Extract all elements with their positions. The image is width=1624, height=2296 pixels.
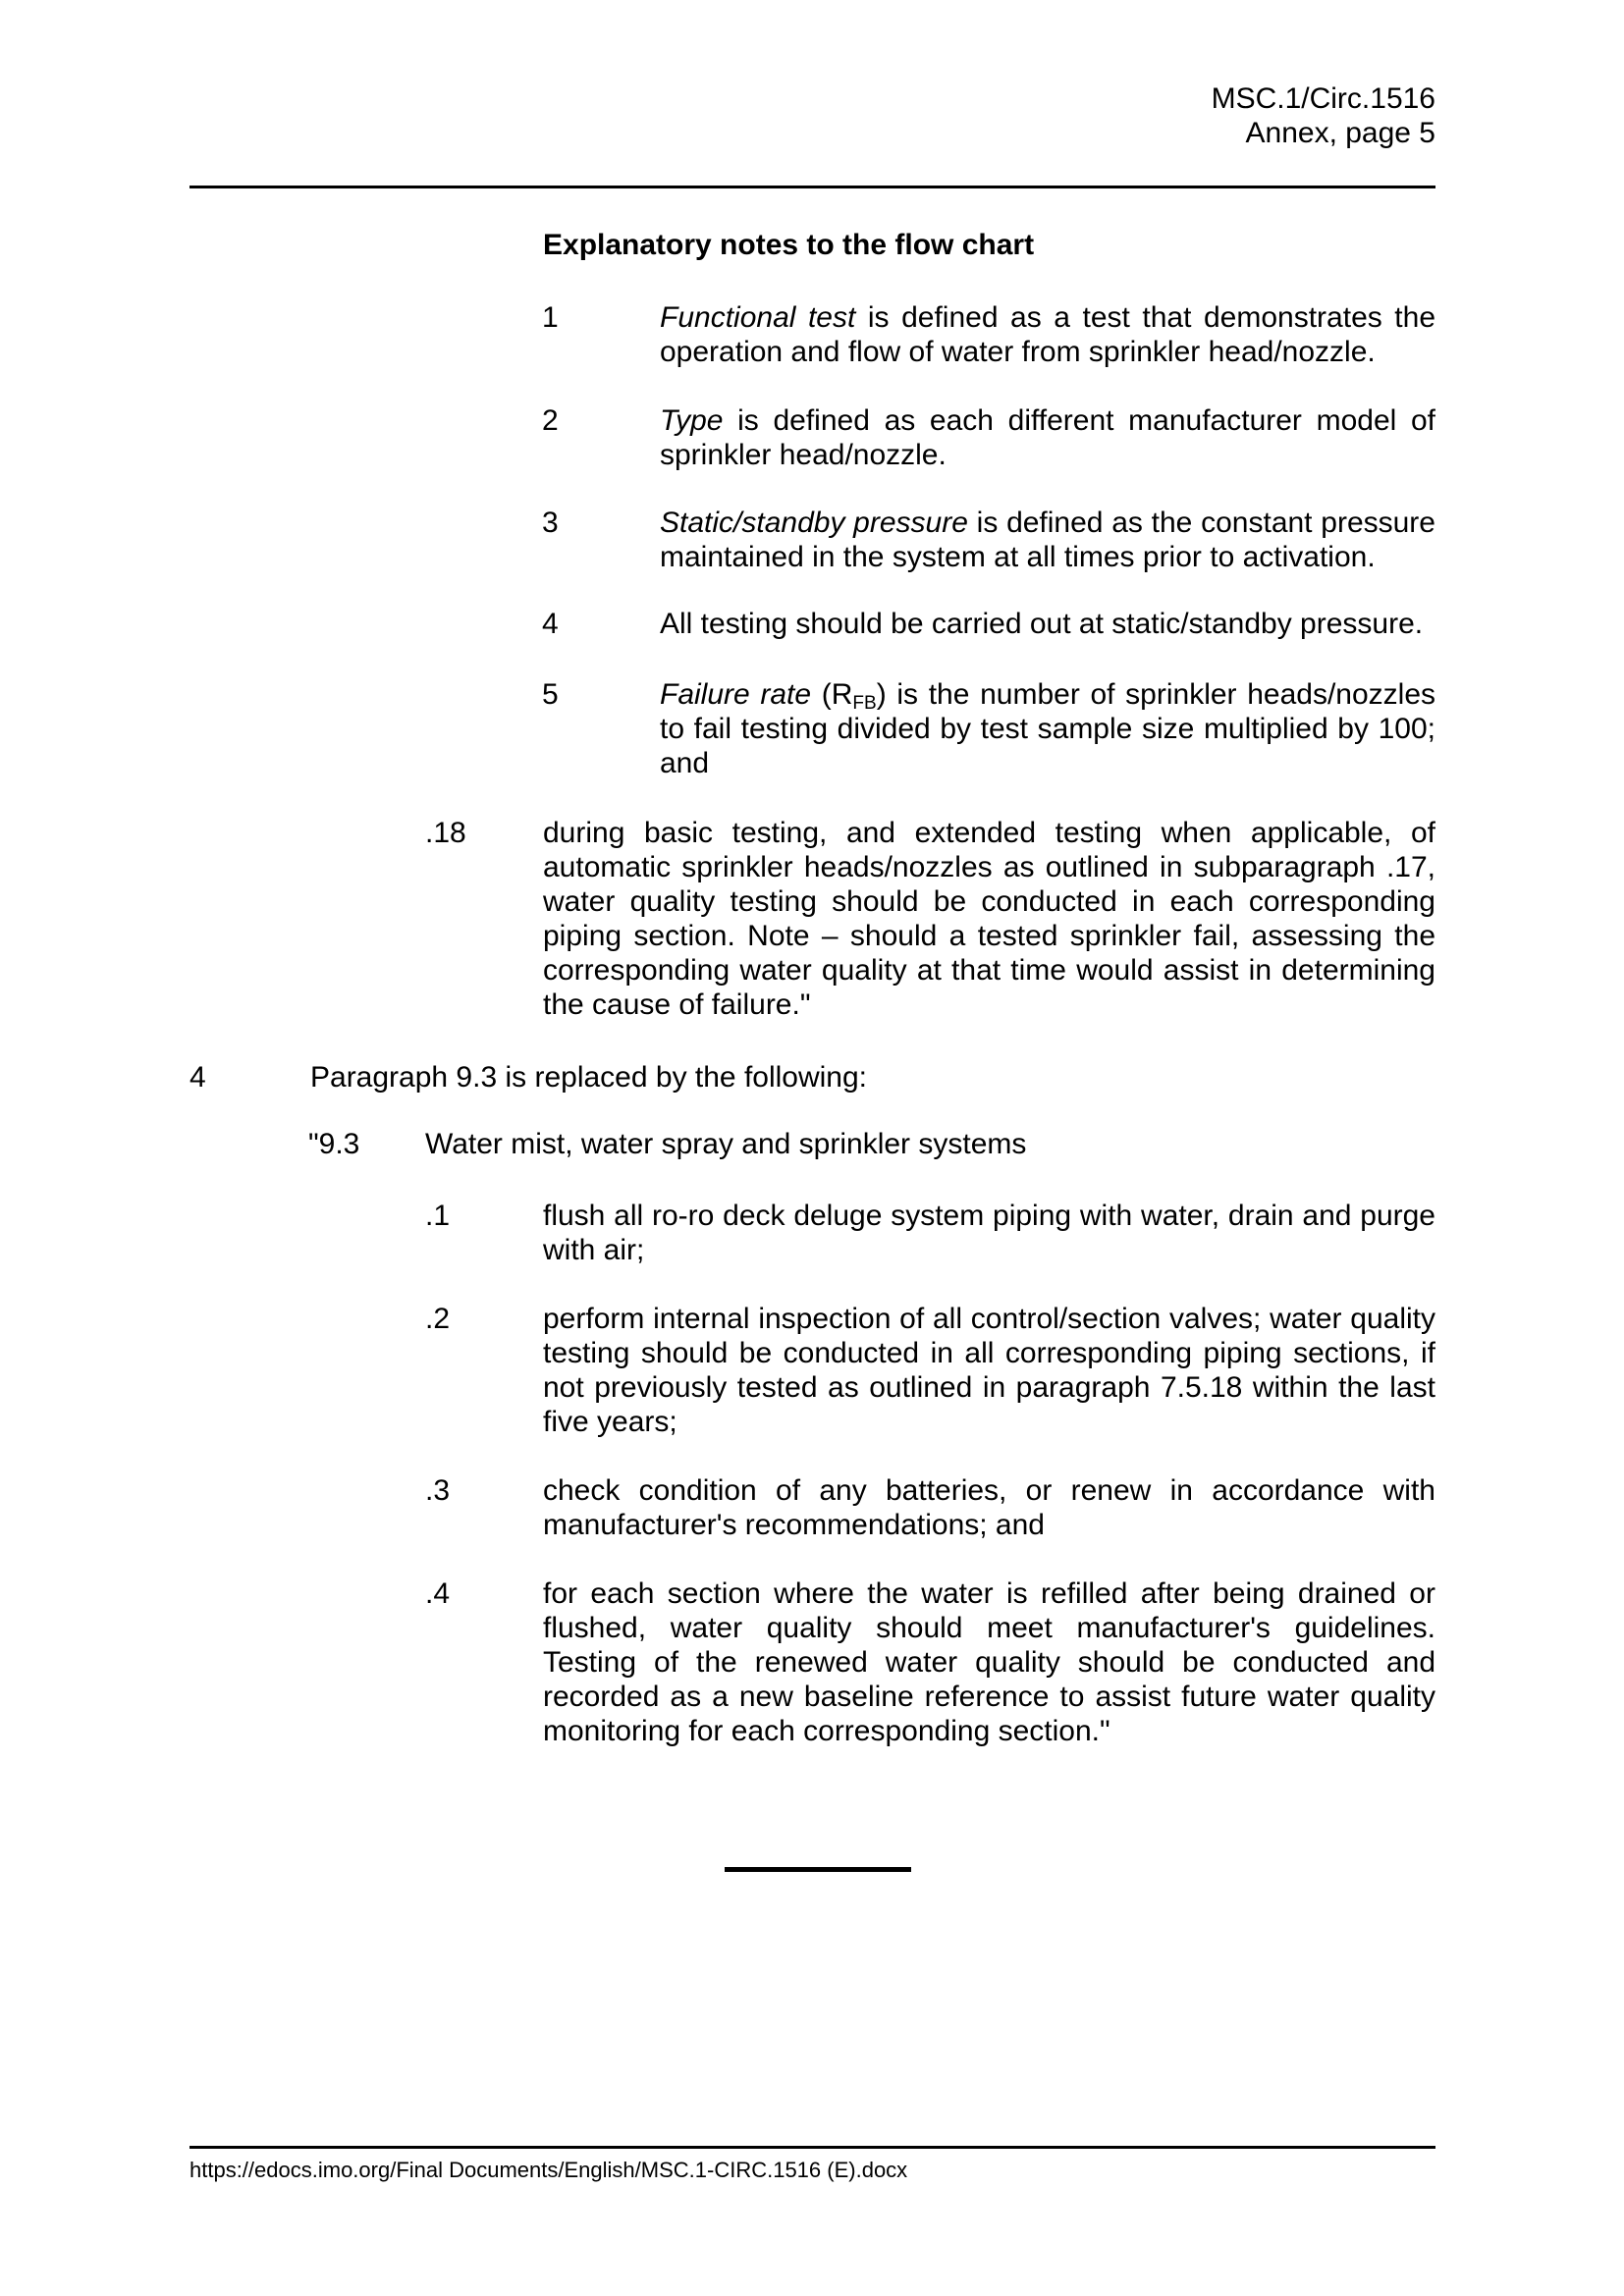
footer-rule — [189, 2146, 1435, 2149]
footer-document-url: https://edocs.imo.org/Final Documents/English/MSC.1-CIRC.1516 (E).docx — [189, 2158, 908, 2182]
subitem-text: perform internal inspection of all control/section valves; water quality testing should be conducted in all corresponding piping sections, if not previously tested as outlined in paragraph 7.5.18 within the last five years; — [543, 1303, 1435, 1438]
note-text — [660, 403, 1435, 472]
subparagraph-18 — [425, 816, 1435, 1022]
section-title: Water mist, water spray and sprinkler systems — [425, 1128, 1027, 1160]
note-number: 3 — [542, 507, 559, 539]
note-body: is defined as the constant pressure maintained in the system at all times prior to activation. — [660, 507, 1435, 573]
subitem-text: check condition of any batteries, or renew in accordance with manufacturer's recommendations; and — [543, 1474, 1435, 1541]
paragraph-number: 4 — [189, 1061, 206, 1094]
note-item-1 — [542, 300, 1435, 369]
subitem-number: .3 — [425, 1474, 451, 1507]
note-term: Static/standby pressure — [660, 507, 968, 539]
section-number: "9.3 — [308, 1128, 360, 1160]
note-item-3 — [542, 506, 1435, 574]
header-annex-page: Annex, page 5 — [1245, 117, 1435, 149]
note-body: is defined as each different manufacturer model of sprinkler head/nozzle. — [660, 404, 1435, 471]
subitem-2 — [425, 1302, 1435, 1439]
note-body-cont: ) is the number of sprinkler heads/nozzles to fail testing divided by test sample size multiplied by 100; and — [660, 678, 1436, 779]
note-body: (R — [811, 678, 853, 711]
note-number: 4 — [542, 608, 559, 640]
note-number: 1 — [542, 301, 559, 334]
note-text — [660, 506, 1435, 574]
note-number: 5 — [542, 678, 559, 711]
note-body: is defined as a test that demonstrates the operation and flow of water from sprinkler head/nozzle. — [660, 301, 1436, 368]
page-title: Explanatory notes to the flow chart — [543, 229, 1035, 261]
subitem-number: .1 — [425, 1200, 451, 1232]
subparagraph-number: .18 — [425, 817, 466, 849]
note-text — [660, 677, 1435, 780]
subparagraph-text: during basic testing, and extended testing when applicable, of automatic sprinkler heads/nozzles as outlined in subparagraph .17, water quality testing should be conducted in each corresponding piping section. Note – should a tested sprinkler fail, assessing the corresponding water quality at that time would assist in determining the cause of failure." — [543, 817, 1435, 1021]
note-body: All testing should be carried out at static/standby pressure. — [660, 608, 1424, 640]
paragraph-text: Paragraph 9.3 is replaced by the following: — [310, 1061, 868, 1094]
subitem-1 — [425, 1199, 1435, 1267]
note-term: Type — [660, 404, 724, 437]
note-text — [660, 607, 1435, 641]
subitem-3 — [425, 1473, 1435, 1542]
header-rule — [189, 186, 1435, 188]
subitem-text: for each section where the water is refilled after being drained or flushed, water quality should meet manufacturer's guidelines. Testing of the renewed water quality should be conducted and recorded as a new baseline reference to assist future water quality monitoring for each corresponding section." — [543, 1577, 1435, 1747]
note-item-2 — [542, 403, 1435, 472]
subitem-number: .4 — [425, 1577, 451, 1610]
page-content — [189, 0, 1435, 1872]
header-doc-number: MSC.1/Circ.1516 — [1211, 82, 1435, 115]
subitem-4 — [425, 1576, 1435, 1748]
note-term: Functional test — [660, 301, 856, 334]
note-term: Failure rate — [660, 678, 812, 711]
subitem-text: flush all ro-ro deck deluge system piping with water, drain and purge with air; — [543, 1200, 1435, 1266]
note-number: 2 — [542, 404, 559, 437]
note-item-5 — [542, 677, 1435, 780]
note-text — [660, 300, 1435, 369]
section-9-3-heading — [308, 1127, 1435, 1161]
document-footer — [189, 2146, 1435, 2183]
note-item-4 — [542, 607, 1435, 641]
document-header — [189, 81, 1435, 150]
subitem-number: .2 — [425, 1303, 451, 1335]
end-of-text-divider — [725, 1867, 911, 1872]
note-subscript: FB — [852, 693, 877, 714]
paragraph-4 — [189, 1060, 1435, 1095]
